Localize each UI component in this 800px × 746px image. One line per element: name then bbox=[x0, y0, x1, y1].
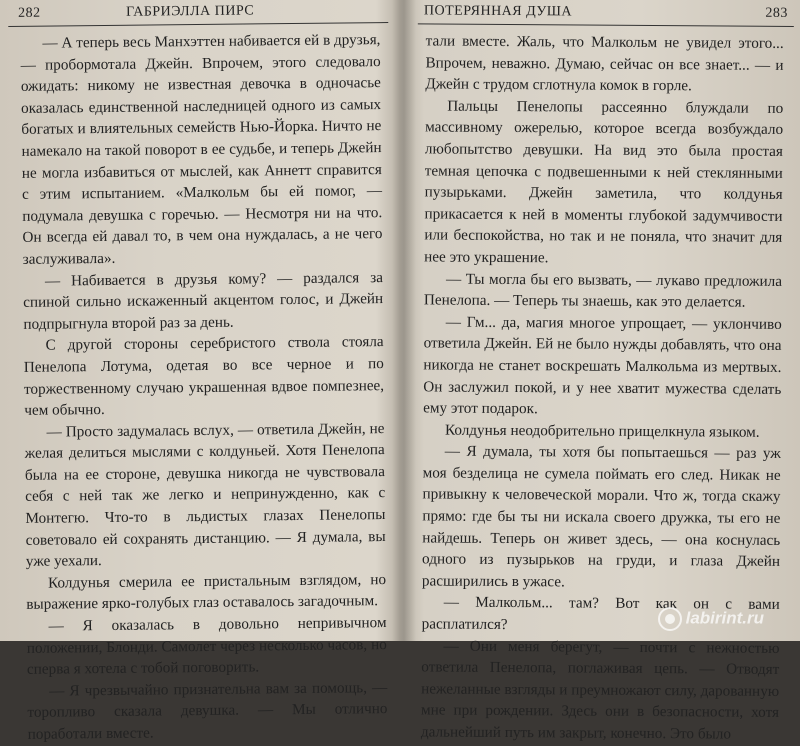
paragraph: — Ты могла бы его вызвать, — лукаво предложила Пенелопа. — Теперь ты знаешь, как это делается. bbox=[423, 270, 783, 311]
paragraph: Колдунья неодобрительно прищелкнула языком. bbox=[444, 421, 760, 441]
watermark bbox=[658, 607, 764, 631]
paragraph: — Я чрезвычайно признательна вам за помощь, — торопливо сказала девушка. — Мы отлично поработали вместе. bbox=[27, 678, 388, 743]
left-page bbox=[8, 0, 395, 743]
right-page bbox=[414, 0, 794, 743]
right-running-head bbox=[418, 0, 794, 27]
left-running-head bbox=[8, 0, 388, 27]
paragraph: Колдунья смерила ее пристальным взглядом, но выражение ярко-голубых глаз оставалось загадочным. bbox=[26, 570, 387, 614]
paragraph: С другой стороны серебристого ствола стояла Пенелопа Лотума, одетая во все черное и по торжественному случаю украшенная вдвое помпезнее, чем обычно. bbox=[23, 333, 385, 419]
paragraph: тали вместе. Жаль, что Малкольм не увидел этого... Впрочем, неважно. Думаю, сейчас он все знает... — и Джейн с трудом сглотнула комок в горле. bbox=[425, 32, 784, 95]
paragraph: Пальцы Пенелопы рассеянно блуждали по массивному ожерелью, которое всегда возбуждало любопытство девушки. На вид это была простая темная цепочка с подвешенными к ней стеклянными пузырьками. Джейн заметила, что колдунья прикасается к ней в моменты глубокой задумчивости или беспокойства, но так и не поняла, что значит для нее это украшение. bbox=[424, 97, 784, 267]
paragraph: — Я оказалась в довольно непривычном положении, Блонди. Самолет через несколько часов, но сперва я хотела с тобой поговорить. bbox=[26, 614, 387, 679]
labirint-logo-icon bbox=[658, 607, 682, 631]
right-page-text bbox=[413, 24, 794, 745]
paragraph: — Они меня берегут, — почти с нежностью ответила Пенелопа, поглаживая цепь. — Отводят нежеланные взгляды и преумножают силу, дарованную мне при рождении. Здесь они в безопасности, хотя дальнейший путь им закрыт, конечно. Это было bbox=[420, 637, 780, 743]
right-running-title: ПОТЕРЯННАЯ ДУША bbox=[423, 3, 573, 20]
paragraph: — Набивается в друзья кому? — раздался за спиной сильно искаженный акцентом голос, и Джейн подпрыгнула второй раз за день. bbox=[23, 268, 384, 333]
paragraph: — Малкольм... там? Вот как он с вами расплатился? bbox=[421, 594, 780, 634]
paragraph: — Я думала, ты хотя бы попытаешься — раз уж моя безделица не сумела поймать его след. Никак не привыкну к человеческой морали. Что ж, тогда скажу прямо: где бы ты ни искала своего дружка, ты его не найдешь. Теперь он живет здесь, — она коснулась одного из пузырьков на груди, и глаза Джейн расширились в ужасе. bbox=[421, 442, 781, 591]
left-page-text bbox=[8, 23, 396, 746]
left-running-title: ГАБРИЭЛЛА ПИРС bbox=[126, 3, 255, 20]
right-page-number: 283 bbox=[765, 5, 788, 21]
left-page-number: 282 bbox=[18, 5, 41, 21]
book-gutter bbox=[392, 0, 416, 641]
watermark-text: labirint.ru bbox=[685, 608, 764, 628]
paragraph: — Гм... да, магия многое упрощает, — уклончиво ответила Джейн. Ей не было нужды добавлять, что она никогда не станет воскрешать Малкольма из мертвых. Он заслужил покой, и у нее хватит мужества сделать ему этот подарок. bbox=[423, 313, 782, 418]
paragraph: — А теперь весь Манхэттен набивается ей в друзья, — пробормотала Джейн. Впрочем, этого следовало ожидать: никому не известная девочка в одночасье оказалась единственной наследницей одного из самых богатых и влиятельных семейств Нью-Йорка. Ничто не намекало на такой поворот в ее судьбе, и теперь Джейн не могла избавиться от мыслей, как Аннетт справится с этим испытанием. «Малкольм бы ей помог, — подумала девушка с горечью. — Несмотря ни на что. Он всегда ей давал то, в чем она нуждалась, а не чего заслуживала». bbox=[20, 31, 383, 268]
paragraph: — Просто задумалась вслух, — ответила Джейн, не желая делиться мыслями с колдуньей. Хотя Пенелопа была на ее стороне, девушка никогда не чувствовала себя с ней так же легко и непринужденно, как с Монтегю. Что-то в льдистых глазах Пенелопы советовало ей сохранять дистанцию. — Я думала, вы уже уехали. bbox=[24, 419, 386, 571]
